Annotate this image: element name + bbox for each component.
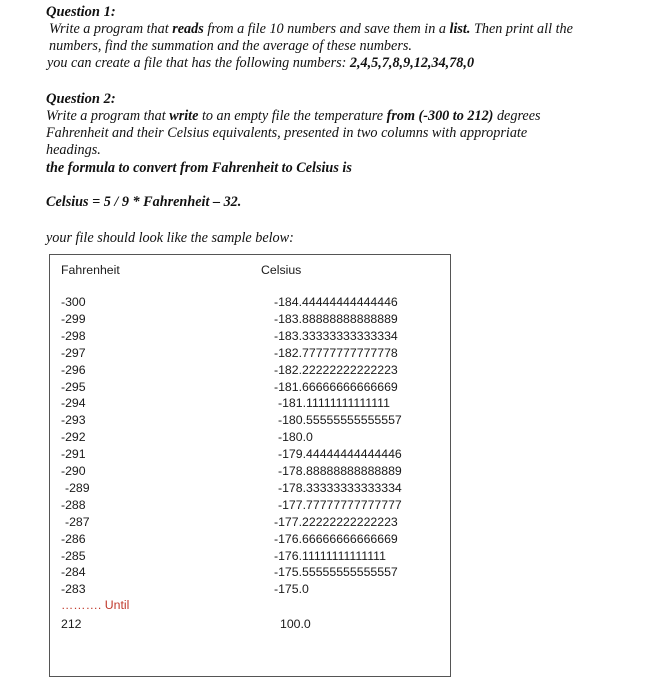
question-2-line-1 <box>46 108 541 125</box>
fahrenheit-cell: -296 <box>61 362 86 377</box>
fahrenheit-cell: -289 <box>65 480 90 495</box>
celsius-cell: -177.22222222222223 <box>274 514 398 529</box>
q1-text: Write a program that <box>49 21 173 37</box>
celsius-cell: -183.33333333333334 <box>274 328 398 343</box>
fahrenheit-cell: -288 <box>61 497 86 512</box>
fahrenheit-cell: -292 <box>61 430 86 445</box>
celsius-cell: -180.55555555555557 <box>278 413 402 428</box>
fahrenheit-cell: -287 <box>65 514 90 529</box>
fahrenheit-cell: -295 <box>61 379 86 394</box>
q2-bold-write: write <box>169 108 199 124</box>
celsius-cell: -179.44444444444446 <box>278 447 402 462</box>
question-2-formula-heading: the formula to convert from Fahrenheit to Celsius is <box>46 160 352 176</box>
q1-bold-list: list. <box>449 21 471 37</box>
question-1-line-2: numbers, find the summation and the average of these numbers. <box>49 38 412 54</box>
fahrenheit-cell: -284 <box>61 565 86 580</box>
q2-bold-range: from (-300 to 212) <box>386 108 494 124</box>
celsius-cell: -176.66666666666669 <box>274 531 398 546</box>
celsius-cell: -177.77777777777777 <box>278 497 402 512</box>
celsius-cell: -182.22222222222223 <box>274 362 398 377</box>
header-fahrenheit: Fahrenheit <box>61 263 120 277</box>
fahrenheit-cell: -290 <box>61 464 86 478</box>
question-2-line-2: Fahrenheit and their Celsius equivalents, presented in two columns with appropriate <box>46 125 528 141</box>
q1-number-list: 2,4,5,7,8,9,12,34,78,0 <box>349 55 475 71</box>
last-row-fahrenheit: 212 <box>61 617 82 631</box>
fahrenheit-cell: -294 <box>61 396 86 411</box>
q2-text: to an empty file the temperature <box>198 108 387 124</box>
celsius-cell: -182.77777777777778 <box>274 345 398 360</box>
sample-output-box <box>49 254 451 677</box>
fahrenheit-cell: -286 <box>61 531 86 546</box>
question-1-title: Question 1: <box>46 4 116 20</box>
question-1-line-1 <box>49 21 573 38</box>
celsius-cell: -175.55555555555557 <box>274 565 398 580</box>
celsius-cell: -181.66666666666669 <box>274 379 398 394</box>
fahrenheit-cell: -297 <box>61 345 86 360</box>
celsius-cell: -183.88888888888889 <box>274 311 398 326</box>
question-2-line-3: headings. <box>46 142 101 158</box>
fahrenheit-cell: -283 <box>61 582 86 597</box>
fahrenheit-cell: -291 <box>61 447 86 462</box>
fahrenheit-cell: -300 <box>61 295 86 309</box>
q2-text: degrees <box>493 108 541 124</box>
q1-text: Then print all the <box>470 21 573 37</box>
celsius-cell: -178.88888888888889 <box>278 464 402 478</box>
last-row-celsius: 100.0 <box>280 617 311 631</box>
q1-text: from a file 10 numbers and save them in a <box>203 21 450 37</box>
q1-bold-reads: reads <box>172 21 204 37</box>
fahrenheit-cell: -299 <box>61 311 86 326</box>
fahrenheit-cell: -293 <box>61 413 86 428</box>
fahrenheit-cell: -298 <box>61 328 86 343</box>
question-1-line-3 <box>47 55 474 72</box>
question-2-sample-intro: your file should look like the sample below: <box>46 230 294 246</box>
q2-text: Write a program that <box>46 108 170 124</box>
q1-text: you can create a file that has the following numbers: <box>47 55 350 71</box>
until-marker: ………. Until <box>61 598 130 612</box>
celsius-cell: -178.33333333333334 <box>278 480 402 495</box>
header-celsius: Celsius <box>261 263 302 277</box>
question-2-formula: Celsius = 5 / 9 * Fahrenheit – 32. <box>46 194 242 210</box>
fahrenheit-cell: -285 <box>61 548 86 563</box>
celsius-cell: -176.11111111111111 <box>274 548 386 563</box>
celsius-cell: -175.0 <box>274 582 309 597</box>
celsius-cell: -180.0 <box>278 430 313 445</box>
celsius-cell: -184.44444444444446 <box>274 295 398 309</box>
celsius-cell: -181.11111111111111 <box>278 396 390 411</box>
question-2-title: Question 2: <box>46 91 116 107</box>
